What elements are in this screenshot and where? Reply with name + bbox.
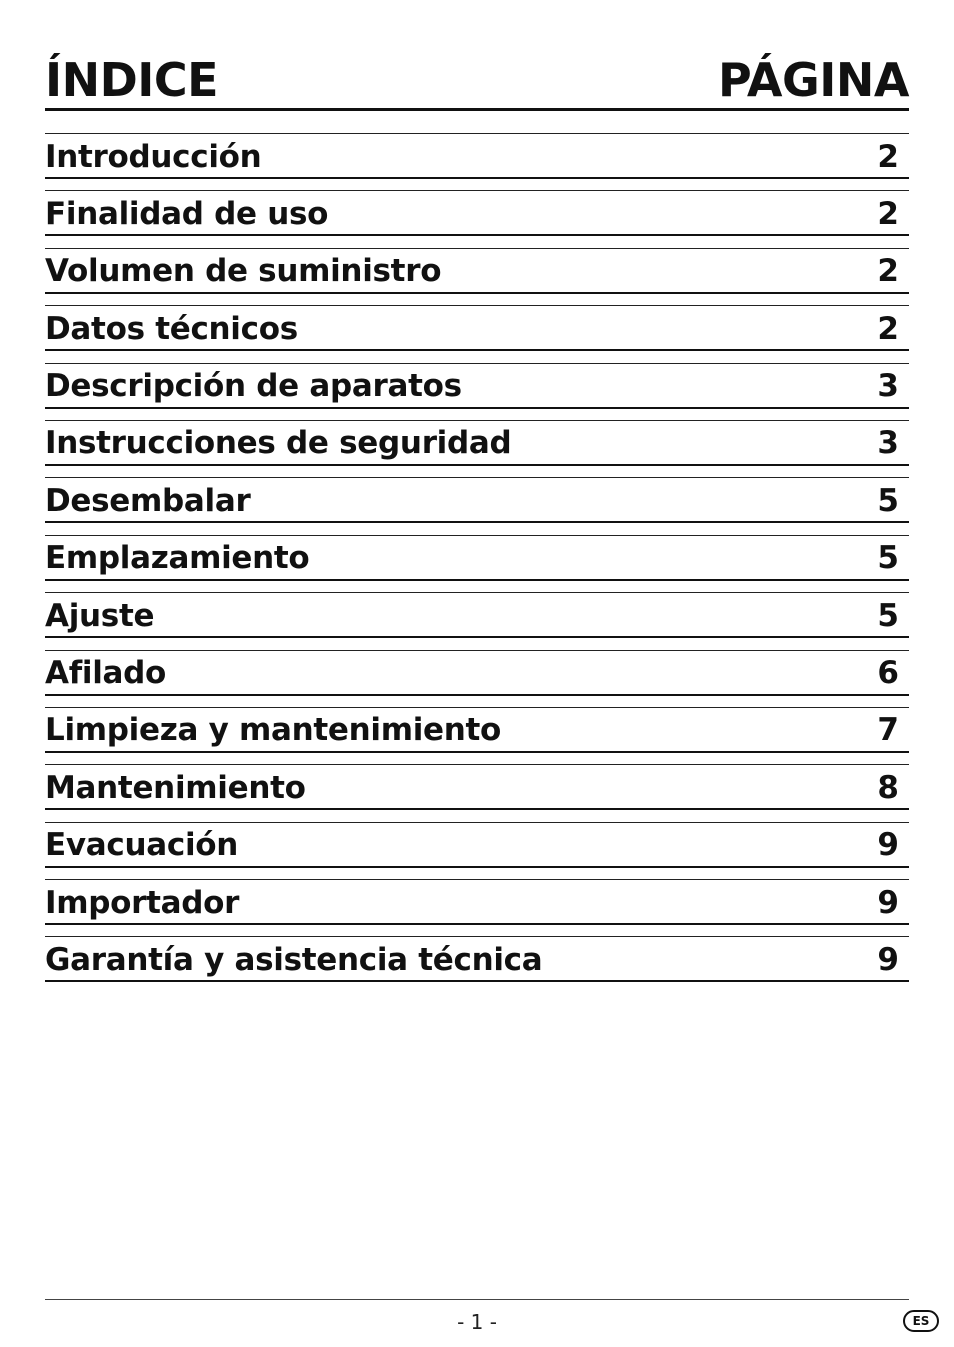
toc-row-datos-tecnicos[interactable] [45,305,909,351]
toc-entry-page: 5 [877,482,899,519]
toc-entry-page: 2 [877,310,899,347]
toc-entry-title: Descripción de aparatos [45,368,462,405]
table-of-contents [45,133,909,994]
toc-entry-title: Importador [45,884,240,921]
toc-entry-title: Desembalar [45,482,251,519]
language-badge: ES [903,1310,939,1332]
toc-row-afilado[interactable] [45,650,909,696]
toc-entry-page: 2 [877,138,899,175]
toc-row-finalidad-de-uso[interactable] [45,190,909,236]
page-column-heading: PÁGINA [717,53,909,107]
toc-entry-page: 8 [877,769,899,806]
toc-entry-title: Evacuación [45,827,239,864]
toc-row-desembalar[interactable] [45,477,909,523]
toc-entry-page: 6 [877,655,899,692]
toc-entry-title: Datos técnicos [45,310,298,347]
toc-row-garantia-y-asistencia-tecnica[interactable] [45,936,909,982]
toc-entry-page: 3 [877,425,899,462]
toc-row-ajuste[interactable] [45,592,909,638]
toc-row-limpieza-y-mantenimiento[interactable] [45,707,909,753]
toc-entry-title: Volumen de suministro [45,253,442,290]
toc-entry-page: 5 [877,540,899,577]
toc-entry-title: Introducción [45,138,262,175]
toc-entry-page: 2 [877,253,899,290]
toc-entry-title: Mantenimiento [45,769,306,806]
toc-row-emplazamiento[interactable] [45,535,909,581]
toc-entry-page: 3 [877,368,899,405]
toc-row-mantenimiento[interactable] [45,764,909,810]
toc-row-descripcion-de-aparatos[interactable] [45,363,909,409]
toc-row-evacuacion[interactable] [45,822,909,868]
toc-entry-page: 9 [877,884,899,921]
index-heading: ÍNDICE [45,53,219,107]
toc-row-importador[interactable] [45,879,909,925]
toc-entry-page: 9 [877,827,899,864]
toc-entry-page: 2 [877,195,899,232]
footer-divider [45,1299,909,1300]
toc-header [45,52,909,111]
footer-page-number: - 1 - [457,1310,497,1334]
toc-entry-title: Ajuste [45,597,155,634]
toc-entry-page: 9 [877,941,899,978]
toc-row-instrucciones-de-seguridad[interactable] [45,420,909,466]
toc-entry-title: Afilado [45,655,167,692]
document-page [45,0,909,1347]
toc-entry-title: Emplazamiento [45,540,310,577]
toc-entry-title: Garantía y asistencia técnica [45,941,543,978]
toc-entry-page: 7 [877,712,899,749]
toc-row-volumen-de-suministro[interactable] [45,248,909,294]
toc-entry-title: Finalidad de uso [45,195,329,232]
toc-entry-title: Limpieza y mantenimiento [45,712,502,749]
toc-entry-title: Instrucciones de seguridad [45,425,512,462]
toc-entry-page: 5 [877,597,899,634]
toc-row-introduccion[interactable] [45,133,909,179]
